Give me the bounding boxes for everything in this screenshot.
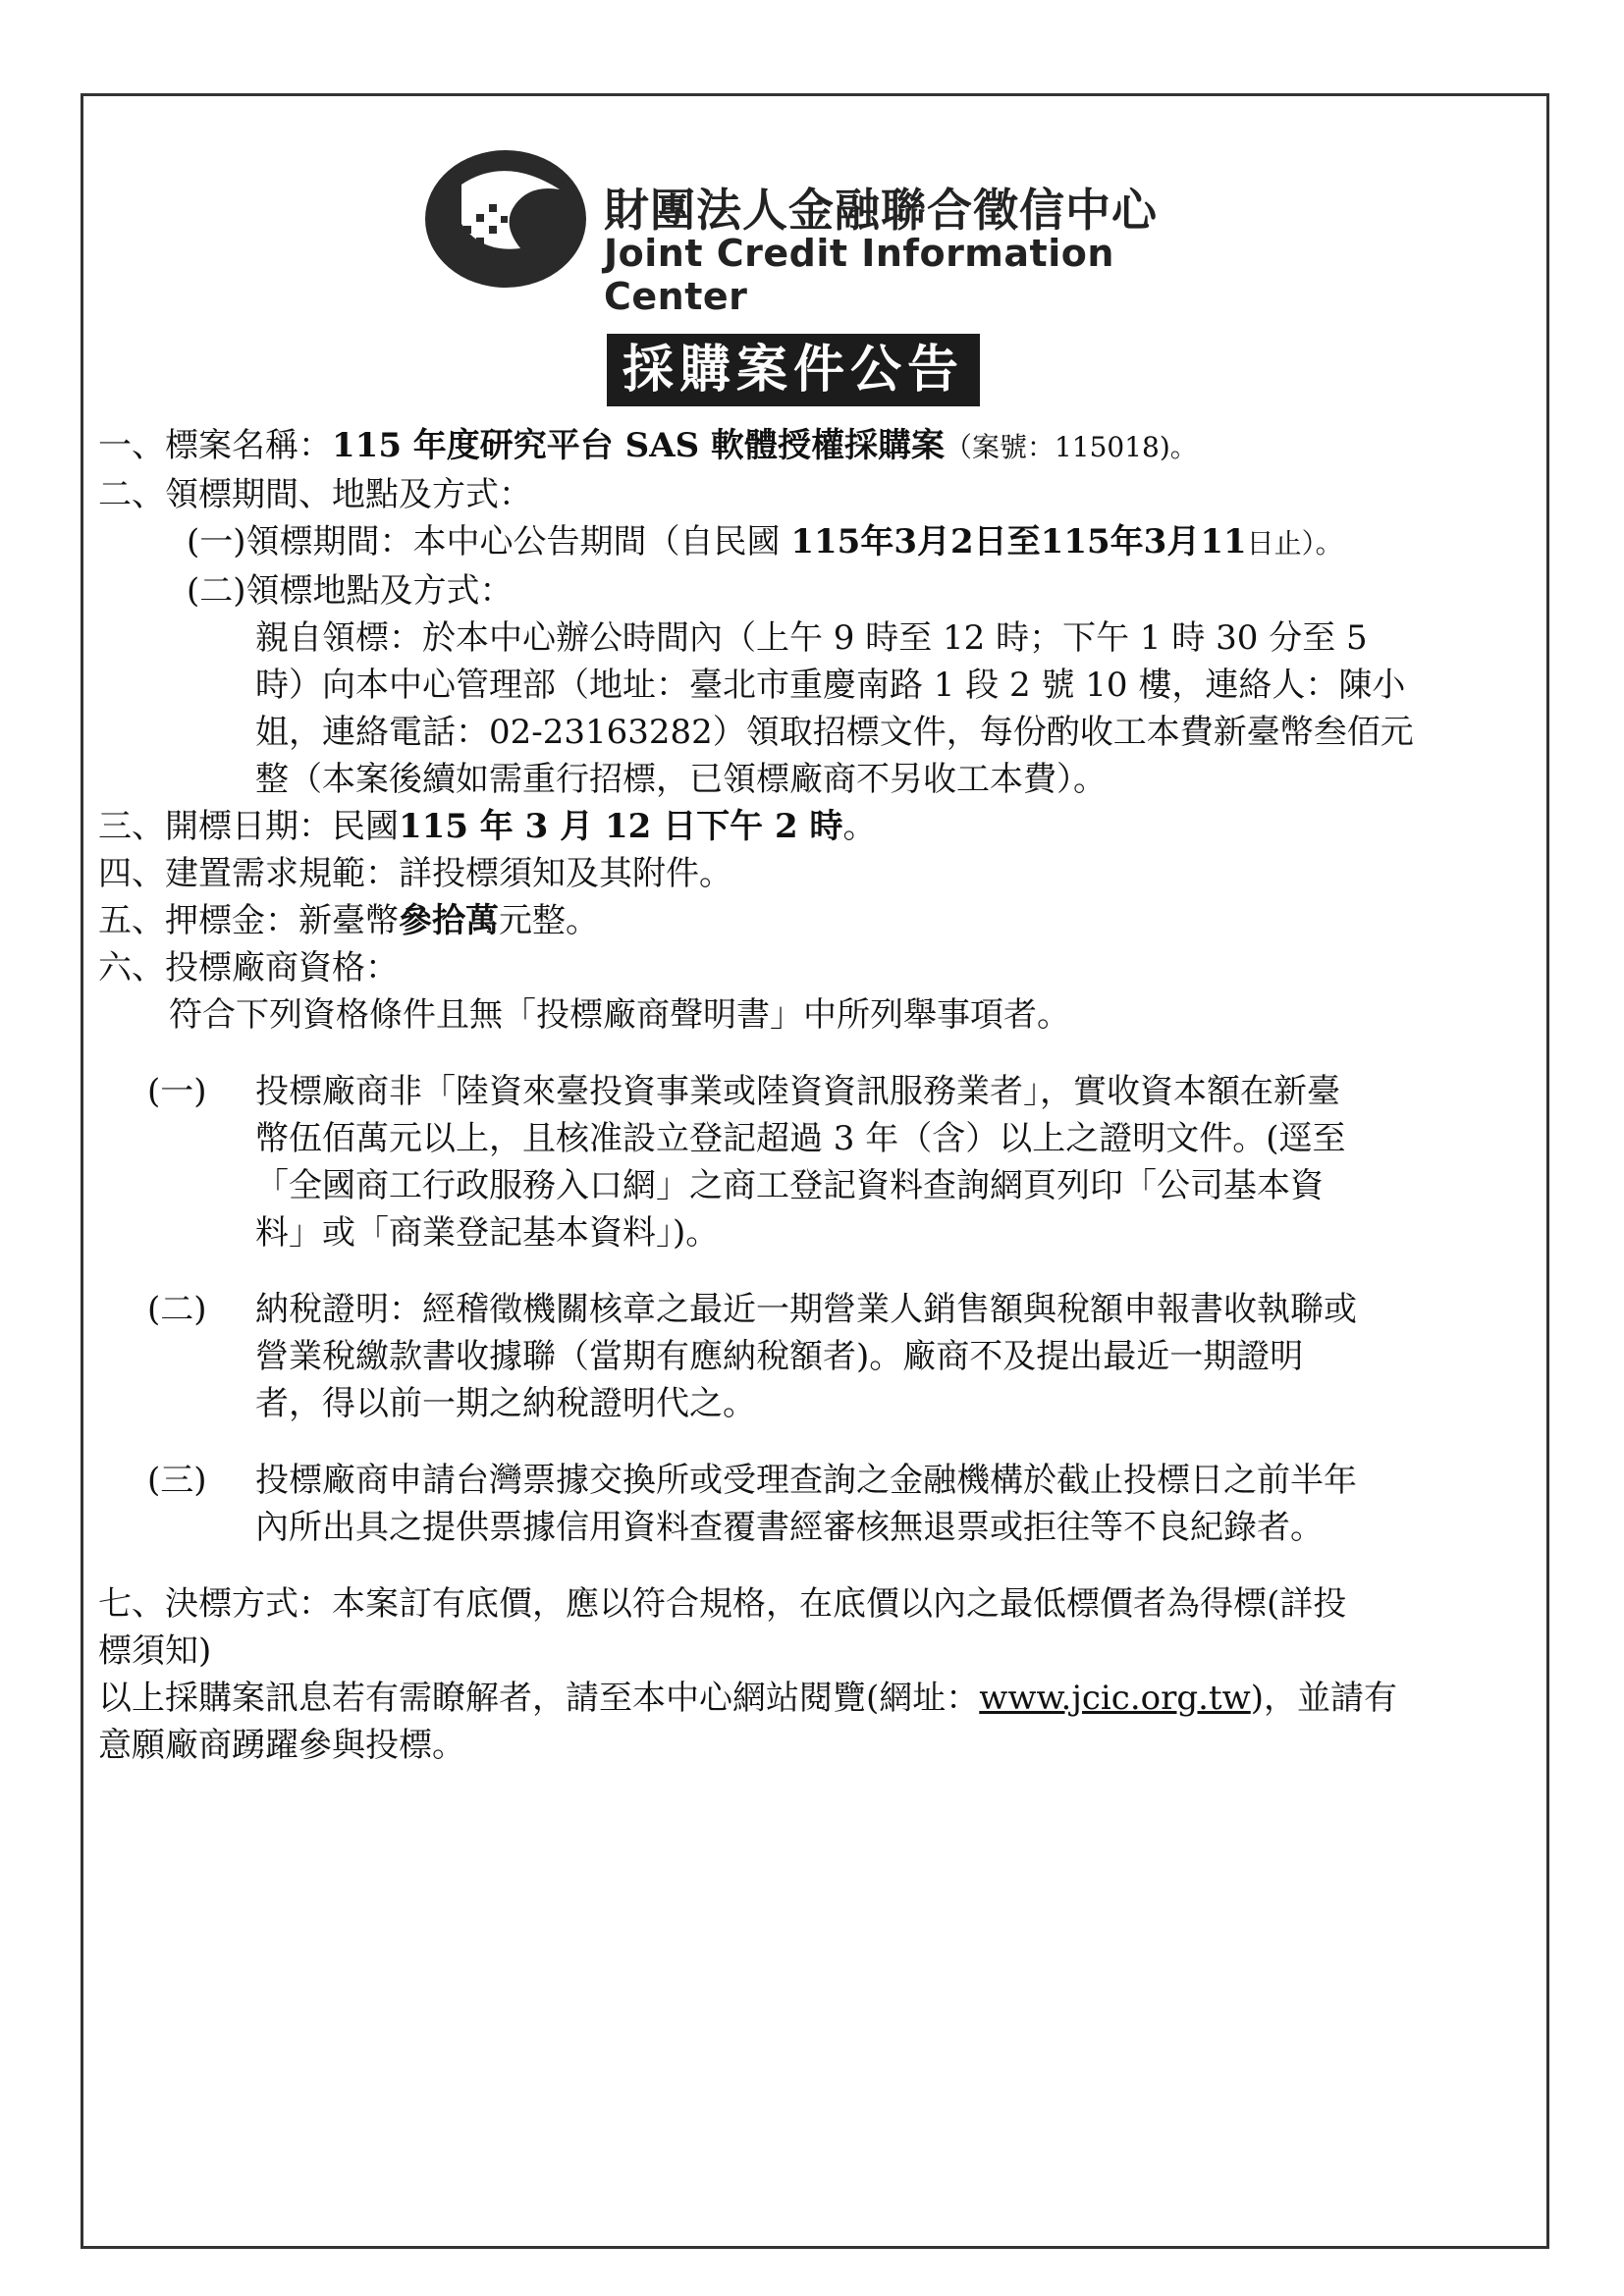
jcic-logo-icon bbox=[422, 145, 589, 293]
footer-text: )，並請有 bbox=[1250, 1679, 1397, 1718]
opening-date-end: 。 bbox=[842, 807, 877, 846]
place-line: 整（本案後續如需重行招標，已領標廠商不另收工本費）。 bbox=[255, 760, 1107, 799]
period-end-year: 115 bbox=[1040, 522, 1110, 561]
section-6-label: 六、投標廠商資格： bbox=[98, 948, 399, 988]
period-text: 月 bbox=[917, 522, 950, 561]
org-name-zh: 財團法人金融聯合徵信中心 bbox=[604, 184, 1158, 237]
footer-text: 以上採購案訊息若有需瞭解者，請至本中心網站閱覽(網址： bbox=[98, 1679, 980, 1718]
period-text: 日止）。 bbox=[1246, 527, 1343, 560]
qualification-item-2 bbox=[98, 1286, 1532, 1427]
item-line: 料」或「商業登記基本資料」)。 bbox=[255, 1213, 720, 1253]
deposit-amount: 參拾萬 bbox=[399, 901, 499, 940]
announcement-body bbox=[98, 422, 1532, 1769]
page-title: 採購案件公告 bbox=[607, 334, 980, 406]
footer-text: 意願廠商踴躍參與投標。 bbox=[98, 1726, 465, 1765]
item-line: 者，得以前一期之納稅證明代之。 bbox=[255, 1384, 756, 1423]
item-number: (一) bbox=[147, 1072, 207, 1111]
section-1 bbox=[98, 422, 1532, 471]
period-end-day: 11 bbox=[1200, 522, 1247, 561]
item-number: (二) bbox=[147, 1290, 207, 1329]
place-line: 時）向本中心管理部（地址：臺北市重慶南路 1 段 2 號 10 樓，連絡人：陳小 bbox=[255, 666, 1406, 705]
period-start-month: 3 bbox=[893, 522, 917, 561]
opening-date-label: 三、開標日期：民國 bbox=[98, 807, 399, 846]
section-5 bbox=[98, 897, 1532, 944]
qualification-intro: 符合下列資格條件且無「投標廠商聲明書」中所列舉事項者。 bbox=[169, 995, 1070, 1035]
section-2-label: 二、領標期間、地點及方式： bbox=[98, 475, 532, 514]
case-number: （案號：115018)。 bbox=[944, 431, 1198, 463]
pickup-period-label: (一)領標期間：本中心公告期間（自民國 bbox=[187, 522, 781, 561]
item-line: 納稅證明：經稽徵機關核章之最近一期營業人銷售額與稅額申報書收執聯或 bbox=[255, 1290, 1357, 1329]
section-3 bbox=[98, 803, 1532, 850]
org-name-en: Joint Credit Information Center bbox=[604, 232, 1114, 318]
website-link[interactable]: www.jcic.org.tw bbox=[979, 1679, 1251, 1718]
period-text: 日至 bbox=[973, 522, 1041, 561]
section-1-label: 一、標案名稱： bbox=[98, 426, 332, 465]
item-line: 「全國商工行政服務入口網」之商工登記資料查詢網頁列印「公司基本資 bbox=[255, 1166, 1324, 1205]
item-line: 幣伍佰萬元以上，且核准設立登記超過 3 年（含）以上之證明文件。(逕至 bbox=[255, 1119, 1346, 1158]
pickup-period bbox=[98, 518, 1532, 567]
period-text: 年 bbox=[1110, 522, 1144, 561]
pickup-place-details bbox=[98, 614, 1532, 803]
qualification-item-1 bbox=[98, 1068, 1532, 1256]
opening-date: 115 年 3 月 12 日下午 2 時 bbox=[399, 807, 843, 846]
tender-name: 115 年度研究平台 SAS 軟體授權採購案 bbox=[332, 426, 945, 465]
qualification-item-3 bbox=[98, 1457, 1532, 1551]
item-line: 內所出具之提供票據信用資料查覆書經審核無退票或拒往等不良紀錄者。 bbox=[255, 1508, 1324, 1547]
period-start-day: 2 bbox=[950, 522, 974, 561]
section-7 bbox=[98, 1580, 1532, 1675]
letterhead bbox=[422, 145, 1227, 318]
place-line: 親自領標：於本中心辦公時間內（上午 9 時至 12 時；下午 1 時 30 分至 5 bbox=[255, 618, 1368, 658]
pickup-place-label: (二)領標地點及方式： bbox=[187, 571, 514, 611]
award-line: 標須知) bbox=[98, 1631, 212, 1671]
item-line: 營業稅繳款書收據聯（當期有應納稅額者)。廠商不及提出最近一期證明 bbox=[255, 1337, 1304, 1376]
section-4: 四、建置需求規範：詳投標須知及其附件。 bbox=[98, 854, 732, 893]
item-number: (三) bbox=[147, 1461, 207, 1500]
period-text: 月 bbox=[1166, 522, 1201, 561]
item-line: 投標廠商申請台灣票據交換所或受理查詢之金融機構於截止投標日之前半年 bbox=[255, 1461, 1357, 1500]
period-start-year: 115 bbox=[790, 522, 861, 561]
footer-note bbox=[98, 1675, 1532, 1769]
award-line: 七、決標方式：本案訂有底價，應以符合規格，在底價以內之最低標價者為得標(詳投 bbox=[98, 1584, 1347, 1624]
place-line: 姐，連絡電話：02-23163282）領取招標文件，每份酌收工本費新臺幣叁佰元 bbox=[255, 713, 1414, 752]
deposit-end: 元整。 bbox=[499, 901, 599, 940]
period-text: 年 bbox=[860, 522, 894, 561]
period-end-month: 3 bbox=[1143, 522, 1167, 561]
deposit-label: 五、押標金：新臺幣 bbox=[98, 901, 399, 940]
item-line: 投標廠商非「陸資來臺投資事業或陸資資訊服務業者」，實收資本額在新臺 bbox=[255, 1072, 1340, 1111]
